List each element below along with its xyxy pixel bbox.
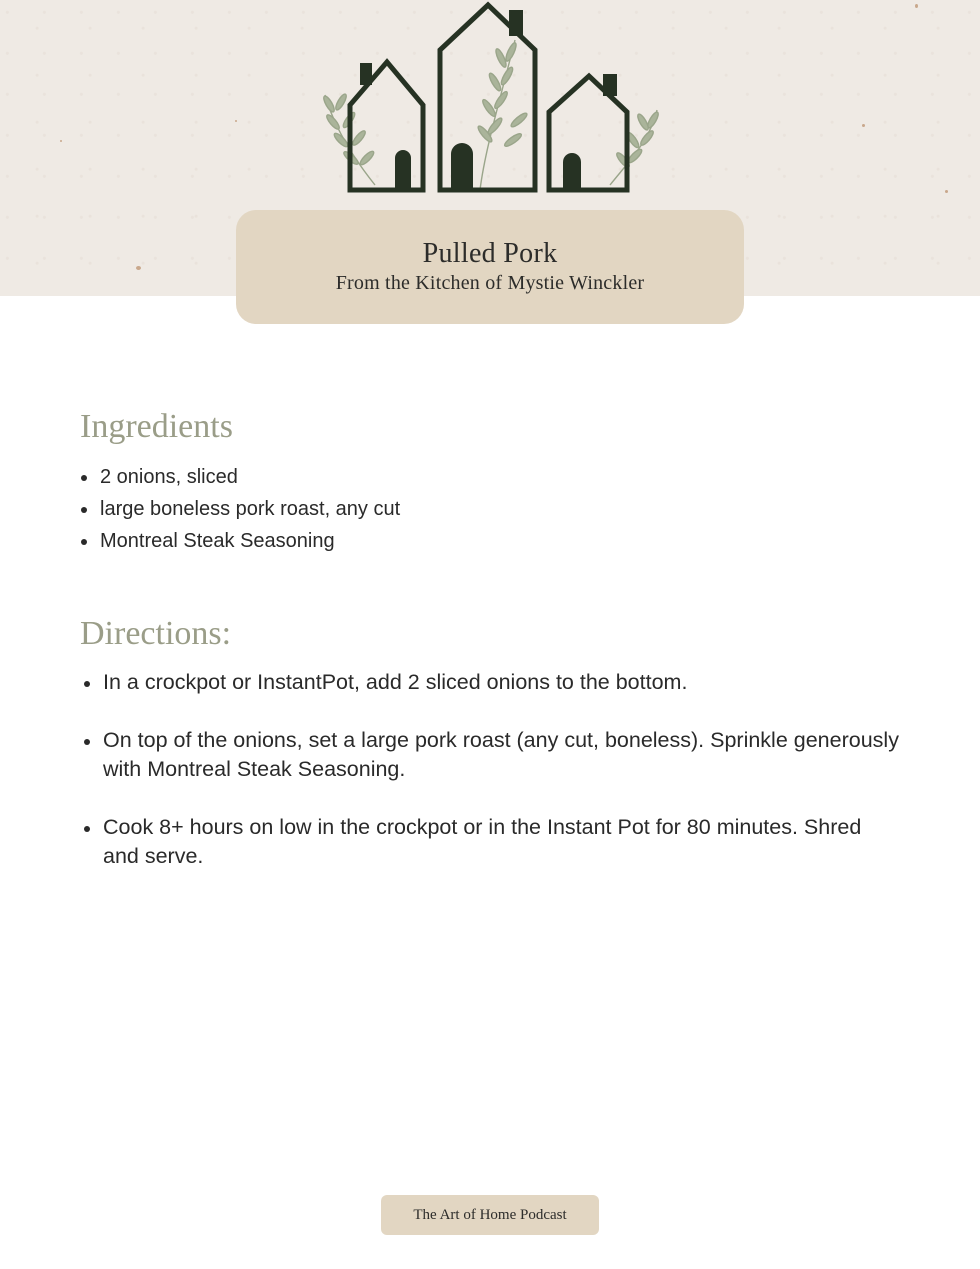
directions-list — [80, 668, 900, 900]
title-card — [236, 210, 744, 324]
ingredient-item: 2 onions, sliced — [80, 462, 780, 494]
direction-step: On top of the onions, set a large pork roast (any cut, boneless). Sprinkle generously with Montreal Steak Seasoning. — [80, 726, 900, 784]
ingredient-item: large boneless pork roast, any cut — [80, 494, 780, 526]
paper-speck — [60, 140, 62, 142]
house-center-icon — [440, 5, 535, 190]
ingredients-list — [80, 462, 780, 558]
house-right-icon — [549, 74, 627, 190]
podcast-footer-badge: The Art of Home Podcast — [381, 1195, 599, 1235]
paper-speck — [915, 4, 918, 8]
houses-illustration — [305, 0, 675, 200]
ingredients-heading: Ingredients — [80, 408, 233, 445]
direction-step: Cook 8+ hours on low in the crockpot or in the Instant Pot for 80 minutes. Shred and serve. — [80, 813, 900, 871]
directions-heading: Directions: — [80, 615, 232, 652]
paper-speck — [945, 190, 948, 193]
recipe-title: Pulled Pork — [422, 238, 558, 269]
recipe-subtitle: From the Kitchen of Mystie Winckler — [335, 272, 645, 294]
paper-speck — [235, 120, 237, 122]
ingredient-item: Montreal Steak Seasoning — [80, 526, 780, 558]
foliage-right-icon — [610, 110, 660, 185]
foliage-center-icon — [476, 40, 528, 190]
paper-speck — [862, 124, 865, 127]
paper-speck — [136, 266, 141, 270]
direction-step: In a crockpot or InstantPot, add 2 sliced onions to the bottom. — [80, 668, 900, 697]
house-left-icon — [350, 62, 423, 190]
